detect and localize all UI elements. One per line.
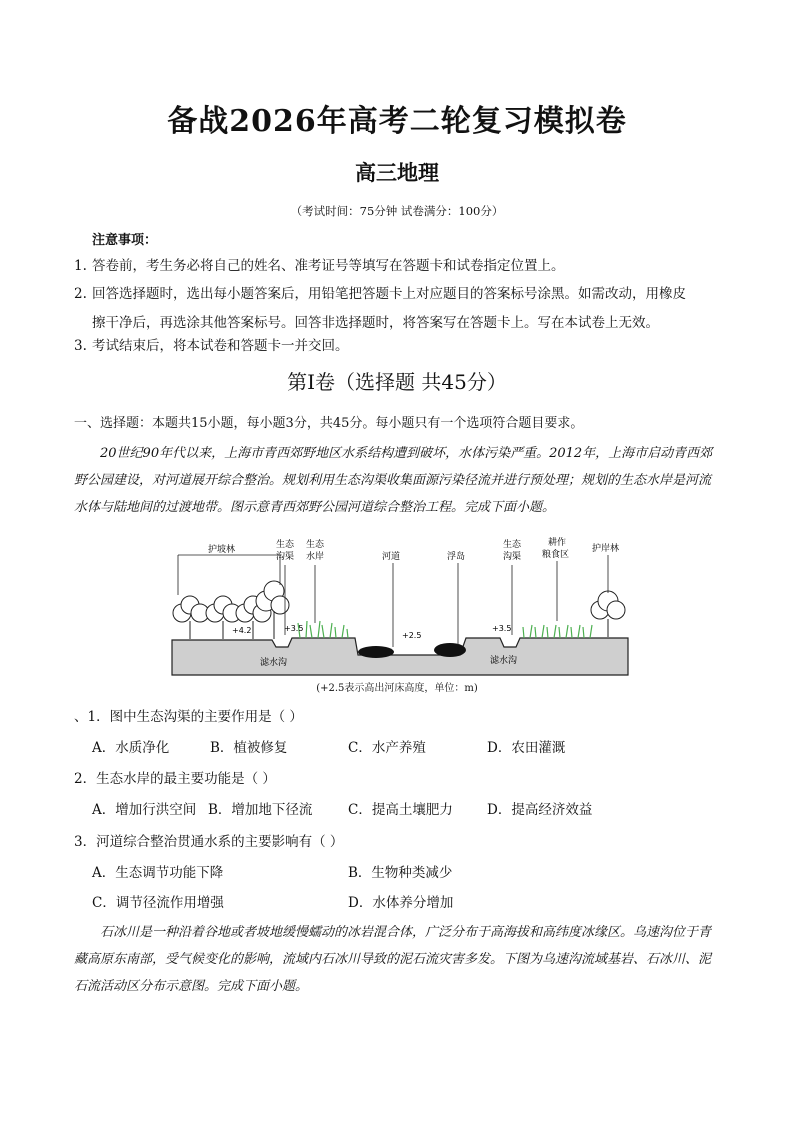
height-river: +2.5: [402, 631, 422, 640]
question-2-stem: 2．生态水岸的最主要功能是（ ）: [74, 771, 276, 787]
label-farmland: 耕作: [548, 538, 567, 548]
height-left: +4.2: [232, 626, 252, 635]
label-bank: 生态: [306, 540, 325, 550]
floating-island: [434, 643, 466, 657]
subject-title: 高三地理: [355, 160, 439, 185]
label-ditch-left: 沟渠: [276, 552, 295, 562]
floating-island: [358, 646, 394, 658]
q1-option-c: C．水产养殖: [348, 740, 426, 756]
q3-option-c: C．调节径流作用增强: [92, 895, 224, 911]
q3-option-b: B．生物种类减少: [348, 865, 453, 881]
label-slope-forest: 护坡林: [208, 545, 236, 555]
q3-option-d: D．水体养分增加: [348, 895, 454, 911]
label-filter-ditch-right: 滤水沟: [490, 656, 518, 666]
question-3-stem: 3．河道综合整治贯通水系的主要影响有（ ）: [74, 834, 344, 850]
note-number: 2.: [74, 286, 87, 302]
note-2: [74, 281, 686, 307]
section-title: 第Ⅰ卷（选择题 共45分）: [287, 370, 507, 394]
note-number: 1.: [74, 258, 87, 274]
label-filter-ditch-left: 滤水沟: [260, 658, 288, 668]
label-bank: 水岸: [306, 552, 325, 562]
q1-option-b: B．植被修复: [210, 740, 288, 756]
label-ditch-right: 沟渠: [503, 552, 522, 562]
farmland-grass: [523, 625, 592, 638]
note-1: [74, 253, 565, 279]
note-text: 答卷前，考生务必将自己的姓名、准考证号等填写在答题卡和试卷指定位置上。: [92, 258, 565, 274]
q1-option-a: A．水质净化: [92, 740, 170, 756]
height-ditch-left: +3.5: [284, 624, 304, 633]
exam-info: （考试时间：75分钟 试卷满分：100分）: [290, 204, 504, 218]
note-number: 3.: [74, 338, 87, 354]
passage-2: 石冰川是一种沿着谷地或者坡地缓慢蠕动的冰岩混合体，广泛分布于高海拔和高纬度冰缘区。乌速沟位于青藏高原东南部，受气候变化的影响，流域内石冰川导致的泥石流灾害多发。下图为乌速沟流域基岩、石冰川、泥石流活动区分布示意图。完成下面小题。: [74, 925, 712, 994]
q2-option-c: C．提高土壤肥力: [348, 802, 453, 818]
note-2-continued: 擦干净后，再选涂其他答案标号。回答非选择题时，将答案写在答题卡上。写在本试卷上无效。: [92, 315, 659, 331]
q2-option-d: D．提高经济效益: [487, 802, 593, 818]
slope-forest: [173, 581, 289, 639]
question-1-stem: 、1．图中生态沟渠的主要作用是（ ）: [74, 709, 303, 725]
section-instruction: 一、选择题：本题共15小题，每小题3分，共45分。每小题只有一个选项符合题目要求。: [74, 416, 584, 431]
label-floating-island: 浮岛: [447, 552, 466, 562]
q2-option-a: A．增加行洪空间: [92, 802, 197, 818]
ecological-bank-grass: [298, 621, 348, 638]
label-bank-forest: 护岸林: [592, 544, 620, 554]
note-text: 回答选择题时，选出每小题答案后，用铅笔把答题卡上对应题目的答案标号涂黑。如需改动，用橡皮: [92, 286, 686, 302]
notes-heading: 注意事项：: [92, 233, 158, 248]
figure-caption: (+2.5表示高出河床高度，单位：m): [316, 683, 478, 694]
passage-1: 20世纪90年代以来，上海市青西郊野地区水系结构遭到破坏，水体污染严重。2012年，上海市启动青西郊野公园建设，对河道展开综合整治。规划利用生态沟渠收集面源污染径流并进行预处理；规划的生态水岸是河流水体与陆地间的过渡地带。图示意青西郊野公园河道综合整治工程。完成下面小题。: [74, 446, 713, 515]
bank-forest: [591, 591, 625, 637]
ground-profile: [172, 638, 628, 675]
river-cross-section-figure: [160, 535, 640, 680]
q1-option-d: D．农田灌溉: [487, 740, 566, 756]
q3-option-a: A．生态调节功能下降: [92, 865, 224, 881]
label-ditch-right: 生态: [503, 540, 522, 550]
height-ditch-right: +3.5: [492, 624, 512, 633]
q2-option-b: B．增加地下径流: [208, 802, 313, 818]
label-farmland: 粮食区: [542, 550, 570, 560]
note-text: 考试结束后，将本试卷和答题卡一并交回。: [92, 338, 349, 354]
exam-title: 备战2026年高考二轮复习模拟卷: [167, 104, 627, 139]
note-3: [74, 333, 349, 359]
label-ditch-left: 生态: [276, 540, 295, 550]
label-river: 河道: [382, 552, 401, 562]
